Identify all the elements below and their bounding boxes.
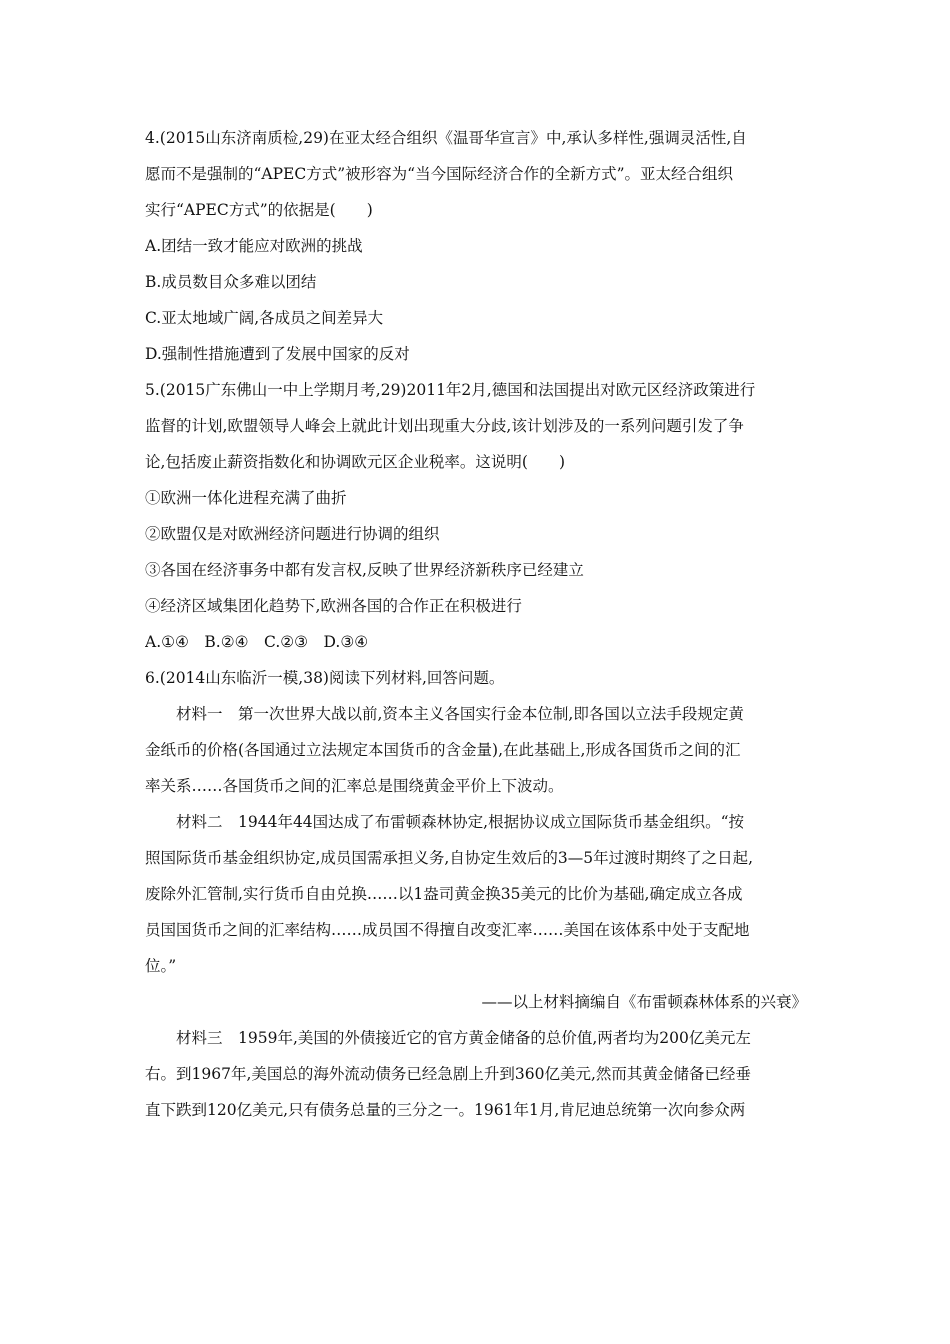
material-3 [145, 1020, 807, 1128]
question-4-option-a: A.团结一致才能应对欧洲的挑战 [145, 237, 363, 255]
question-5-stem-line-3: 论,包括废止薪资指数化和协调欧元区企业税率。这说明( ) [145, 453, 566, 471]
material-2-line-1: 材料二 1944年44国达成了布雷顿森林协定,根据协议成立国际货币基金组织。“按 [176, 813, 745, 831]
material-1-line-1: 材料一 第一次世界大战以前,资本主义各国实行金本位制,即各国以立法手段规定黄 [176, 705, 744, 723]
material-1 [145, 696, 807, 804]
material-1-line-2: 金纸币的价格(各国通过立法规定本国货币的含金量),在此基础上,形成各国货币之间的汇 [145, 741, 741, 759]
question-5-statement-2: ②欧盟仅是对欧洲经济问题进行协调的组织 [145, 525, 440, 543]
question-6-stem: 6.(2014山东临沂一模,38)阅读下列材料,回答问题。 [145, 669, 505, 687]
material-source: ——以上材料摘编自《布雷顿森林体系的兴衰》 [481, 993, 807, 1011]
question-4-stem-line-2: 愿而不是强制的“APEC方式”被形容为“当今国际经济合作的全新方式”。亚太经合组织 [145, 165, 733, 183]
question-5-statement-1: ①欧洲一体化进程充满了曲折 [145, 489, 347, 507]
question-5 [145, 372, 807, 660]
material-2-line-5: 位。” [145, 957, 177, 975]
material-2-line-4: 员国国货币之间的汇率结构……成员国不得擅自改变汇率……美国在该体系中处于支配地 [145, 921, 750, 939]
question-4-stem-line-1: 4.(2015山东济南质检,29)在亚太经合组织《温哥华宣言》中,承认多样性,强调灵活性,自 [145, 129, 747, 147]
material-2 [145, 804, 807, 984]
material-1-line-3: 率关系……各国货币之间的汇率总是围绕黄金平价上下波动。 [145, 777, 564, 795]
question-5-options: A.①④ B.②④ C.②③ D.③④ [145, 633, 369, 651]
material-3-line-3: 直下跌到120亿美元,只有债务总量的三分之一。1961年1月,肯尼迪总统第一次向参众两 [145, 1101, 746, 1119]
question-4-option-d: D.强制性措施遭到了发展中国家的反对 [145, 345, 410, 363]
question-5-stem-line-2: 监督的计划,欧盟领导人峰会上就此计划出现重大分歧,该计划涉及的一系列问题引发了争 [145, 417, 744, 435]
material-3-line-2: 右。到1967年,美国总的海外流动债务已经急剧上升到360亿美元,然而其黄金储备已经垂 [145, 1065, 751, 1083]
question-6 [145, 660, 807, 1128]
question-4-stem-line-3: 实行“APEC方式”的依据是( ) [145, 201, 373, 219]
material-2-line-2: 照国际货币基金组织协定,成员国需承担义务,自协定生效后的3—5年过渡时期终了之日起, [145, 849, 754, 867]
material-2-line-3: 废除外汇管制,实行货币自由兑换……以1盎司黄金换35美元的比价为基础,确定成立各成 [145, 885, 743, 903]
question-5-statement-4: ④经济区域集团化趋势下,欧洲各国的合作正在积极进行 [145, 597, 522, 615]
question-4-option-c: C.亚太地域广阔,各成员之间差异大 [145, 309, 384, 327]
material-3-line-1: 材料三 1959年,美国的外债接近它的官方黄金储备的总价值,两者均为200亿美元左 [176, 1029, 751, 1047]
question-5-stem-line-1: 5.(2015广东佛山一中上学期月考,29)2011年2月,德国和法国提出对欧元区经济政策进行 [145, 381, 756, 399]
question-4-option-b: B.成员数目众多难以团结 [145, 273, 317, 291]
document-page [145, 120, 807, 1128]
question-5-statement-3: ③各国在经济事务中都有发言权,反映了世界经济新秩序已经建立 [145, 561, 584, 579]
question-4 [145, 120, 807, 372]
